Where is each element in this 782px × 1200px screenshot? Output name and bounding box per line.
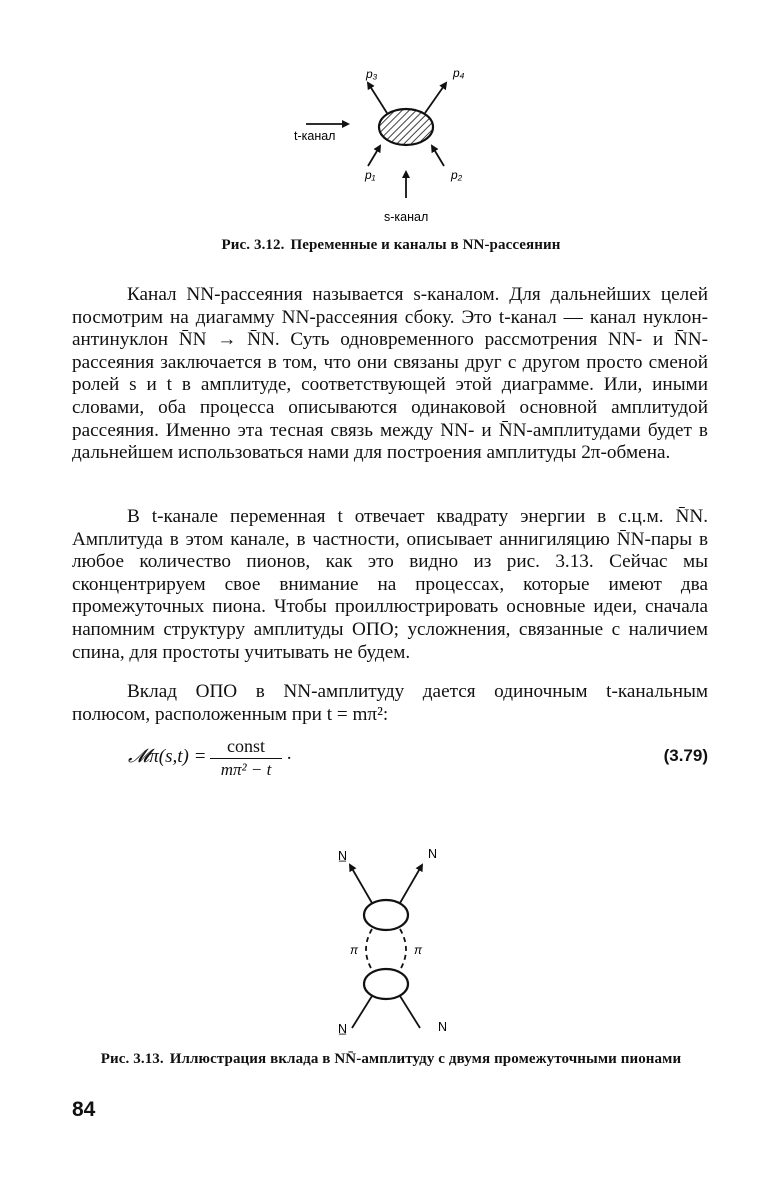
paragraph-1: Канал NN-рассеяния называется s-каналом. Для дальнейших целей посмотрим на диагамму NN-рассеяния сбоку. Это t-канал — канал нуклон-антинуклон N̄N → N̄N. Суть одновременного рассмотрения NN- и N̄N-рассеяния заключается в том, что они связаны друг с другом просто сменой ролей s и t в амплитуде, соответствующей этой диаграмме. Или, иными словами, оба процесса описываются одинаковой основной амплитудой рассеяния. Именно эта тесная связь между NN- и N̄N-амплитудами будет в дальнейшем использоваться нами для построения амплитуды 2π-обмена.: [72, 284, 708, 464]
leg-p2: [432, 146, 444, 166]
label-p1: p₁: [365, 168, 376, 182]
equation-3-79: [128, 736, 708, 784]
label-n-top-left: N̲: [338, 849, 348, 863]
caption-text: Переменные и каналы в NN-рассеянин: [290, 237, 561, 253]
pion-line-left: [366, 929, 372, 970]
paragraph-2: В t-канале переменная t отвечает квадрату энергии в с.ц.м. N̄N. Амплитуда в этом канале, в частности, описывает аннигиляцию N̄N-пары в любое количество пионов, как это видно из рис. 3.13. Сейчас мы сконцентрируем свое внимание на процессах, которые имеют два промежуточных пиона. Чтобы проиллюстрировать основные идеи, сначала напомним структуру амплитуды ОПО; усложнения, связанные с наличием спина, для простоты учитывать не будем.: [72, 506, 708, 663]
equation-numerator: const: [227, 736, 265, 756]
label-n-bottom-right: N: [438, 1020, 448, 1034]
leg-bottom-right: [400, 996, 420, 1028]
leg-p3: [368, 83, 387, 113]
leg-bottom-left: [352, 996, 372, 1028]
leg-p4: [425, 83, 446, 113]
label-p3: p₃: [366, 67, 378, 81]
lower-vertex: [364, 969, 408, 999]
fraction-bar: [210, 758, 282, 759]
caption-label: Рис. 3.13.: [100, 1051, 164, 1067]
label-pi-left: π: [350, 943, 359, 957]
leg-top-right: [400, 865, 422, 903]
paragraph-3: Вклад ОПО в NN-амплитуду дается одиночным t-канальным полюсом, расположенным при t = mπ²:: [72, 681, 708, 725]
caption-text: Иллюстрация вклада в NN̄-амплитуду с двумя промежуточными пионами: [169, 1051, 682, 1067]
equation-number: (3.79): [663, 746, 708, 765]
label-p4: p₄: [453, 66, 465, 80]
equation-denominator: mπ² − t: [220, 760, 272, 779]
label-s-channel: s-канал: [384, 210, 429, 224]
nn-scattering-diagram: [270, 58, 480, 230]
figure-3-12-caption: [60, 237, 722, 254]
label-p2: p₂: [451, 168, 463, 182]
caption-label: Рис. 3.12.: [221, 237, 285, 253]
label-t-channel: t-канал: [294, 129, 336, 143]
interaction-blob: [379, 109, 433, 145]
leg-top-left: [350, 865, 372, 903]
figure-3-13-caption: [60, 1050, 722, 1069]
label-n-top-right: N: [428, 847, 438, 861]
equation-trailing: ·: [286, 748, 293, 769]
label-n-bottom-left: N̲: [338, 1022, 348, 1036]
two-pion-diagram: [320, 838, 460, 1038]
figure-3-12: [270, 58, 480, 230]
figure-3-13: [320, 838, 460, 1038]
label-pi-right: π: [414, 943, 423, 957]
upper-vertex: [364, 900, 408, 930]
equation-fraction: [210, 736, 282, 780]
equation-lhs: 𝓜π(s,t) =: [128, 746, 207, 767]
pion-line-right: [400, 929, 406, 970]
page-number: 84: [72, 1098, 96, 1121]
leg-p1: [368, 146, 380, 166]
